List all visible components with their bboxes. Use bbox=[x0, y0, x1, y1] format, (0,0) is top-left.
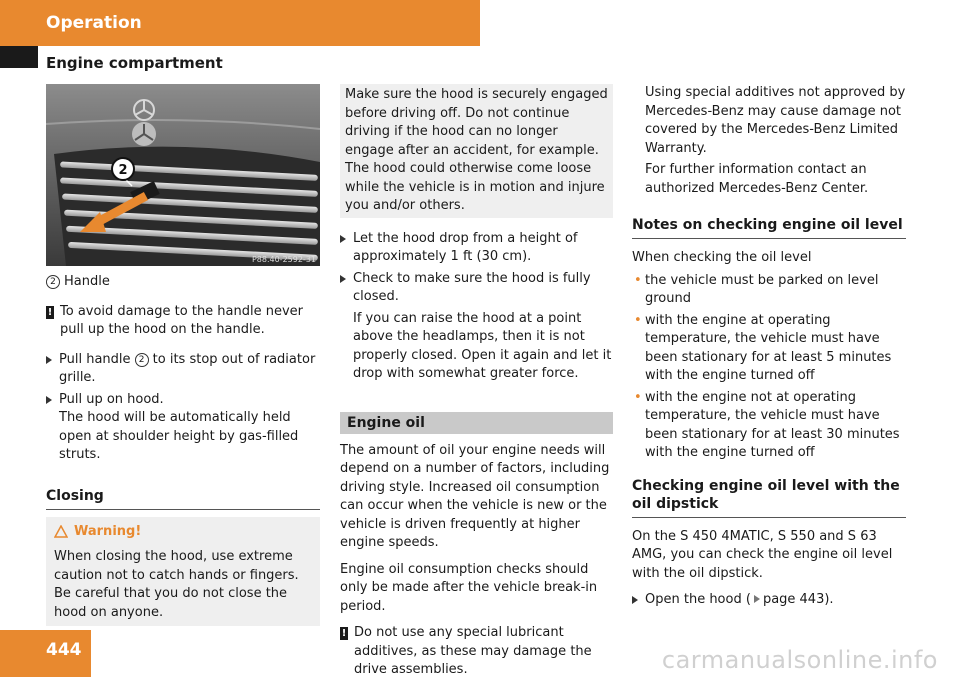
warning-continued-box: Make sure the hood is securely engaged before driving off. Do not continue driving if the hood can no longer engage after an accident, for example. The hood could otherwise come loose while the vehicle is in motion and injure you and/or others. bbox=[340, 84, 613, 218]
callout-number: 2 bbox=[46, 275, 60, 289]
damage-note: ! To avoid damage to the handle never pull up the hood on the handle. bbox=[47, 303, 304, 337]
exclamation-icon: ! bbox=[47, 306, 53, 318]
callout-number: 2 bbox=[135, 353, 149, 367]
figure-code: P88.40-2592-31 bbox=[251, 255, 316, 264]
oil-paragraph-2: Engine oil consumption checks should only be made after the vehicle break-in period. bbox=[340, 561, 598, 614]
oil-paragraph-1: The amount of oil your engine needs will depend on a number of factors, including driving style. Increased oil consumption can occur when the vehicle is new or the vehicle is driven frequently at higher engine speeds. bbox=[340, 442, 610, 550]
dipstick-paragraph: On the S 450 4MATIC, S 550 and S 63 AMG, you can check the engine oil level with the oil dipstick. bbox=[632, 528, 893, 581]
chapter-header: Operation bbox=[0, 0, 480, 46]
warning-triangle-icon bbox=[54, 525, 68, 538]
arrow-icon bbox=[340, 235, 346, 243]
section-marker bbox=[0, 46, 38, 68]
step-pull-handle: Pull handle 2 to its stop out of radiator grille. bbox=[46, 351, 320, 388]
list-item: • with the engine not at operating temperature, the vehicle must have been stationary for at least 30 minutes with the engine turned off bbox=[634, 389, 900, 460]
column-middle bbox=[340, 84, 613, 691]
warning-box bbox=[46, 517, 320, 627]
step-drop-hood: Let the hood drop from a height of approximately 1 ft (30 cm). bbox=[340, 230, 613, 267]
column-left bbox=[46, 84, 320, 626]
arrow-icon bbox=[340, 275, 346, 283]
svg-text:2: 2 bbox=[118, 163, 128, 178]
hood-handle-photo bbox=[46, 84, 320, 266]
section-title: Engine compartment bbox=[46, 54, 223, 72]
closing-heading: Closing bbox=[46, 487, 320, 510]
additives-note: ! Do not use any special lubricant additives, as these may damage the drive assemblies. bbox=[341, 625, 592, 677]
page-reference-link[interactable]: page 443). bbox=[762, 592, 834, 607]
page-reference-icon bbox=[754, 595, 760, 603]
dipstick-heading: Checking engine oil level with the oil dipstick bbox=[632, 477, 906, 518]
arrow-icon bbox=[46, 356, 52, 364]
exclamation-icon: ! bbox=[341, 628, 347, 639]
engine-oil-heading: Engine oil bbox=[340, 412, 613, 434]
callout-2 bbox=[112, 158, 134, 180]
step-open-hood: Open the hood ( page 443). bbox=[632, 591, 906, 610]
column-right bbox=[632, 84, 906, 613]
contact-info: For further information contact an authorized Mercedes-Benz Center. bbox=[645, 162, 869, 196]
arrow-icon bbox=[632, 596, 638, 604]
figure-caption: 2 Handle bbox=[46, 273, 320, 292]
grille bbox=[54, 147, 320, 266]
warning-header: Warning! bbox=[54, 523, 312, 542]
oil-intro: When checking the oil level bbox=[632, 250, 812, 265]
warning-text: When closing the hood, use extreme caution not to catch hands or fingers. Be careful that you do not close the hood on anyone. bbox=[54, 549, 299, 620]
step-detail: If you can raise the hood at a point above the headlamps, then it is not properly closed. Open it again and let it drop with somewhat greater force. bbox=[353, 310, 612, 381]
page-number: 444 bbox=[0, 630, 91, 677]
watermark: carmanualsonline.info bbox=[661, 646, 938, 674]
additives-warranty: Using special additives not approved by Mercedes-Benz may cause damage not covered by the Mercedes-Benz Limited Warranty. bbox=[645, 85, 906, 156]
notes-heading: Notes on checking engine oil level bbox=[632, 216, 906, 239]
list-item: • with the engine at operating temperature, the vehicle must have been stationary for at least 5 minutes with the engine turned off bbox=[634, 312, 892, 383]
arrow-icon bbox=[46, 396, 52, 404]
step-result: The hood will be automatically held open at shoulder height by gas-filled struts. bbox=[59, 410, 299, 462]
list-item: • the vehicle must be parked on level ground bbox=[634, 272, 879, 306]
step-pull-hood: Pull up on hood. bbox=[46, 391, 320, 410]
step-check-closed: Check to make sure the hood is fully closed. bbox=[340, 270, 613, 307]
